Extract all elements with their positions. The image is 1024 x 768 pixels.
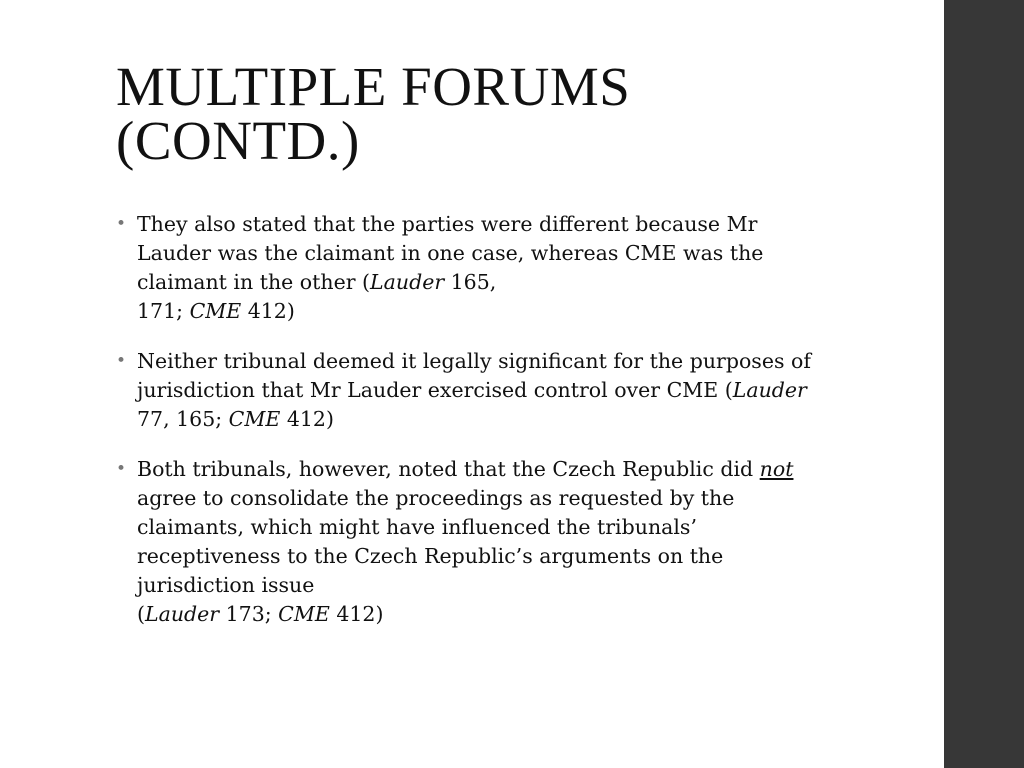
bullet-segment: 171;: [137, 299, 190, 323]
bullet-segment-italic: Lauder: [732, 378, 807, 402]
bullet-segment: (: [137, 602, 145, 626]
bullet-item: [116, 210, 816, 326]
bullet-item: [116, 455, 816, 629]
bullet-segment: They also stated that the parties were different because Mr Lauder was the claimant in one case, whereas CME was the claimant in the other (: [137, 212, 764, 294]
bullet-dot-icon: •: [116, 351, 127, 371]
bullet-text: [137, 347, 816, 434]
bullet-segment-italic: Lauder: [370, 270, 445, 294]
bullet-segment-italic: CME: [189, 299, 242, 323]
bullet-list: [116, 210, 816, 650]
title-line-1: MULTIPLE FORUMS: [116, 56, 631, 117]
slide-title: [116, 56, 876, 171]
title-line-2: (CONTD.): [116, 110, 360, 171]
bullet-segment: 412): [329, 602, 384, 626]
bullet-segment: Both tribunals, however, noted that the Czech Republic did: [137, 457, 760, 481]
bullet-item: [116, 347, 816, 434]
bullet-segment: Neither tribunal deemed it legally significant for the purposes of jurisdiction that Mr Lauder exercised control over CME (: [137, 349, 811, 402]
bullet-segment: 173;: [219, 602, 279, 626]
bullet-segment-italic: Lauder: [145, 602, 220, 626]
bullet-segment: 412): [241, 299, 295, 323]
bullet-segment: 77, 165;: [137, 407, 229, 431]
bullet-dot-icon: •: [116, 459, 127, 479]
bullet-segment: agree to consolidate the proceedings as requested by the claimants, which might have influenced the tribunals’ receptiveness to the Czech Republic’s arguments on the jurisdiction issue: [137, 486, 735, 597]
bullet-segment: 165,: [444, 270, 497, 294]
bullet-dot-icon: •: [116, 214, 127, 234]
side-accent-bar: [944, 0, 1024, 768]
bullet-segment: 412): [280, 407, 334, 431]
bullet-text: [137, 455, 816, 629]
bullet-segment-emphasis: not: [759, 457, 794, 481]
bullet-segment-italic: CME: [278, 602, 330, 626]
bullet-text: [137, 210, 816, 326]
bullet-segment-italic: CME: [228, 407, 281, 431]
